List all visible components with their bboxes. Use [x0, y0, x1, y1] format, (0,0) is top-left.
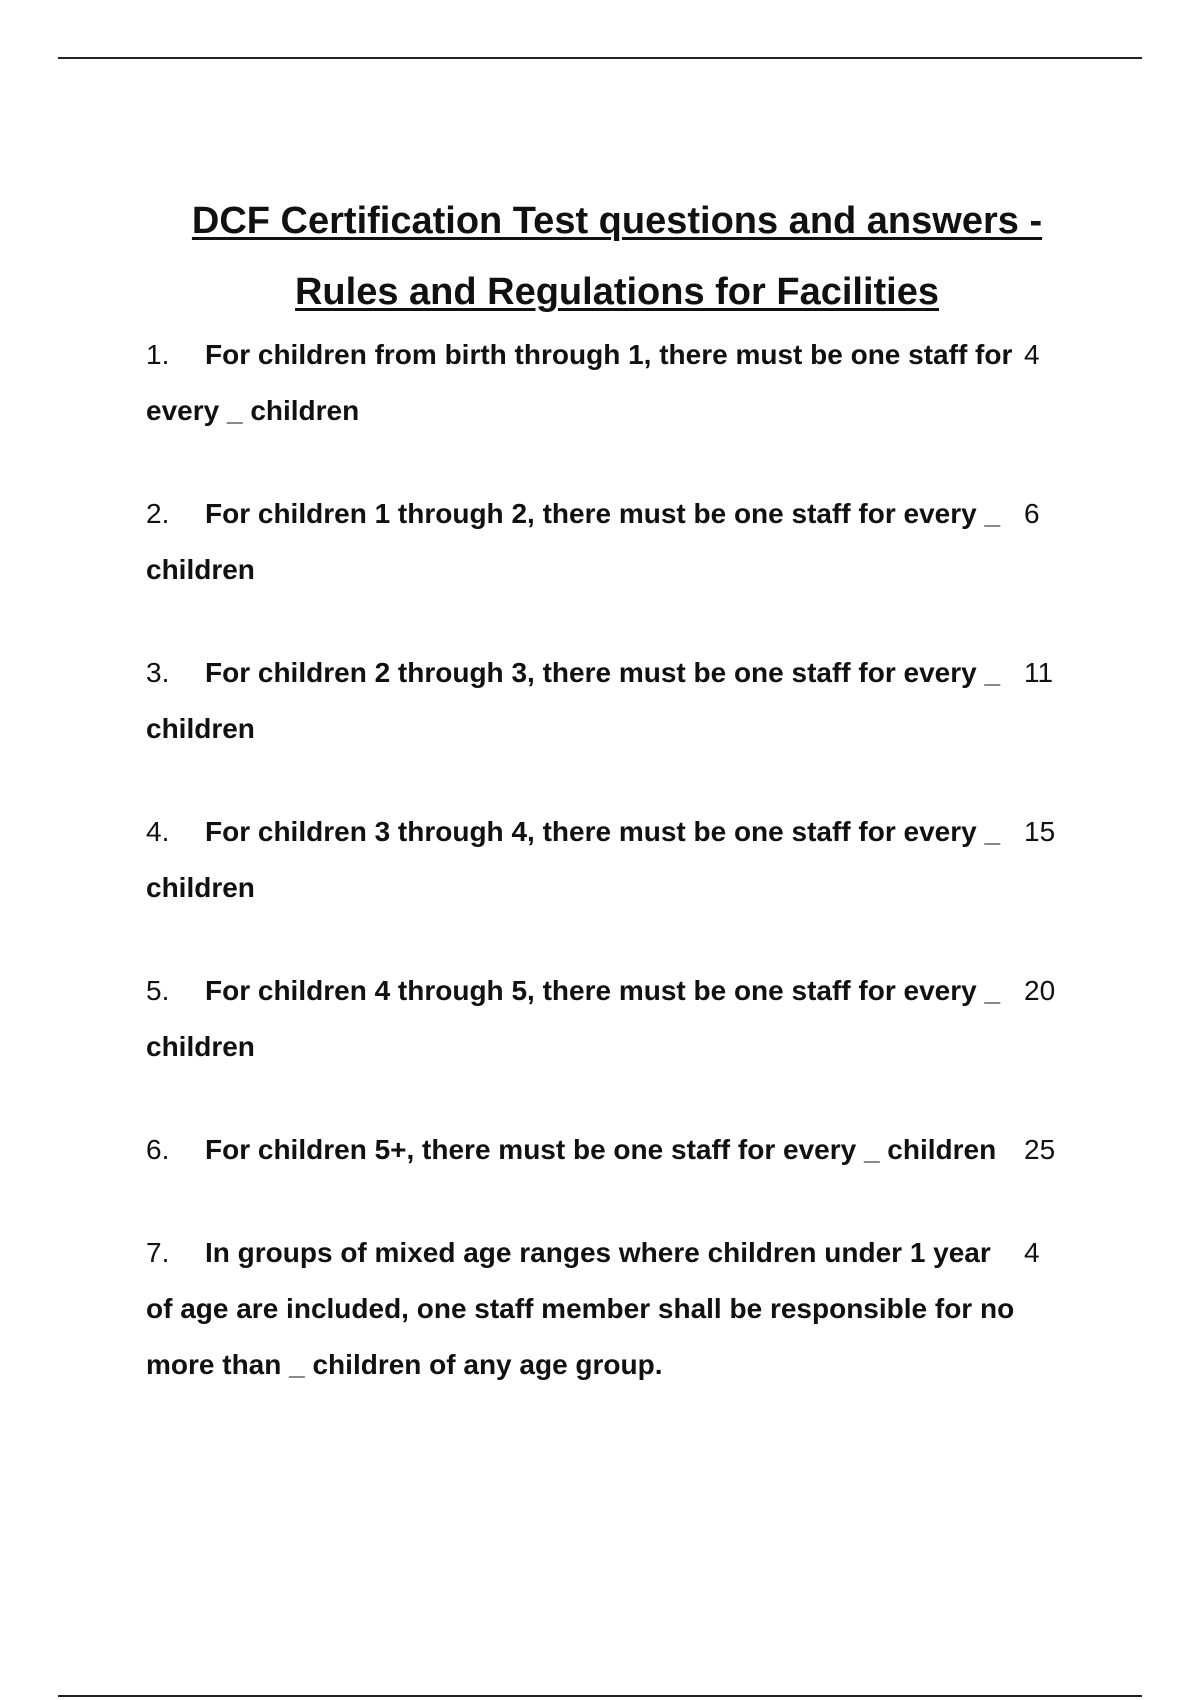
- page-title: [146, 186, 1088, 328]
- answer-7: 4: [1024, 1237, 1040, 1268]
- qa-item-4: [146, 804, 1066, 916]
- qa-item-2: [146, 486, 1066, 598]
- qa-item-1: [146, 327, 1066, 439]
- question-6: [146, 1122, 1016, 1178]
- question-4: [146, 804, 1016, 916]
- qa-item-3: [146, 645, 1066, 757]
- question-number: 6.: [146, 1134, 170, 1165]
- header-rule: [58, 57, 1142, 59]
- answer-4: 15: [1024, 816, 1056, 847]
- question-number: 4.: [146, 816, 170, 847]
- question-text: For children from birth through 1, there must be one staff for every _ children: [146, 339, 1013, 426]
- answer-3: 11: [1024, 657, 1054, 688]
- question-5: [146, 963, 1016, 1075]
- answer-5: 20: [1024, 975, 1056, 1006]
- footer-rule: [58, 1695, 1142, 1697]
- question-text: For children 2 through 3, there must be one staff for every _ children: [146, 657, 1001, 744]
- title-line-1: DCF Certification Test questions and answers -: [191, 200, 1043, 242]
- question-7: [146, 1225, 1016, 1393]
- qa-item-6: [146, 1122, 1066, 1178]
- question-number: 7.: [146, 1237, 170, 1268]
- question-number: 3.: [146, 657, 170, 688]
- question-3: [146, 645, 1016, 757]
- question-number: 1.: [146, 339, 170, 370]
- answer-1: 4: [1024, 339, 1040, 370]
- answer-6: 25: [1024, 1134, 1056, 1165]
- question-text: For children 3 through 4, there must be one staff for every _ children: [146, 816, 1001, 903]
- question-1: [146, 327, 1016, 439]
- title-line-2: Rules and Regulations for Facilities: [294, 271, 939, 313]
- answer-2: 6: [1024, 498, 1040, 529]
- question-text: For children 4 through 5, there must be one staff for every _ children: [146, 975, 1001, 1062]
- question-text: For children 1 through 2, there must be one staff for every _ children: [146, 498, 1001, 585]
- question-number: 2.: [146, 498, 170, 529]
- question-text: For children 5+, there must be one staff for every _ children: [205, 1134, 997, 1165]
- question-number: 5.: [146, 975, 170, 1006]
- question-list: [146, 327, 1066, 1440]
- question-2: [146, 486, 1016, 598]
- qa-item-7: [146, 1225, 1066, 1393]
- qa-item-5: [146, 963, 1066, 1075]
- question-text: In groups of mixed age ranges where children under 1 year of age are included, one staff member shall be responsible for no more than _ children of any age group.: [146, 1237, 1015, 1380]
